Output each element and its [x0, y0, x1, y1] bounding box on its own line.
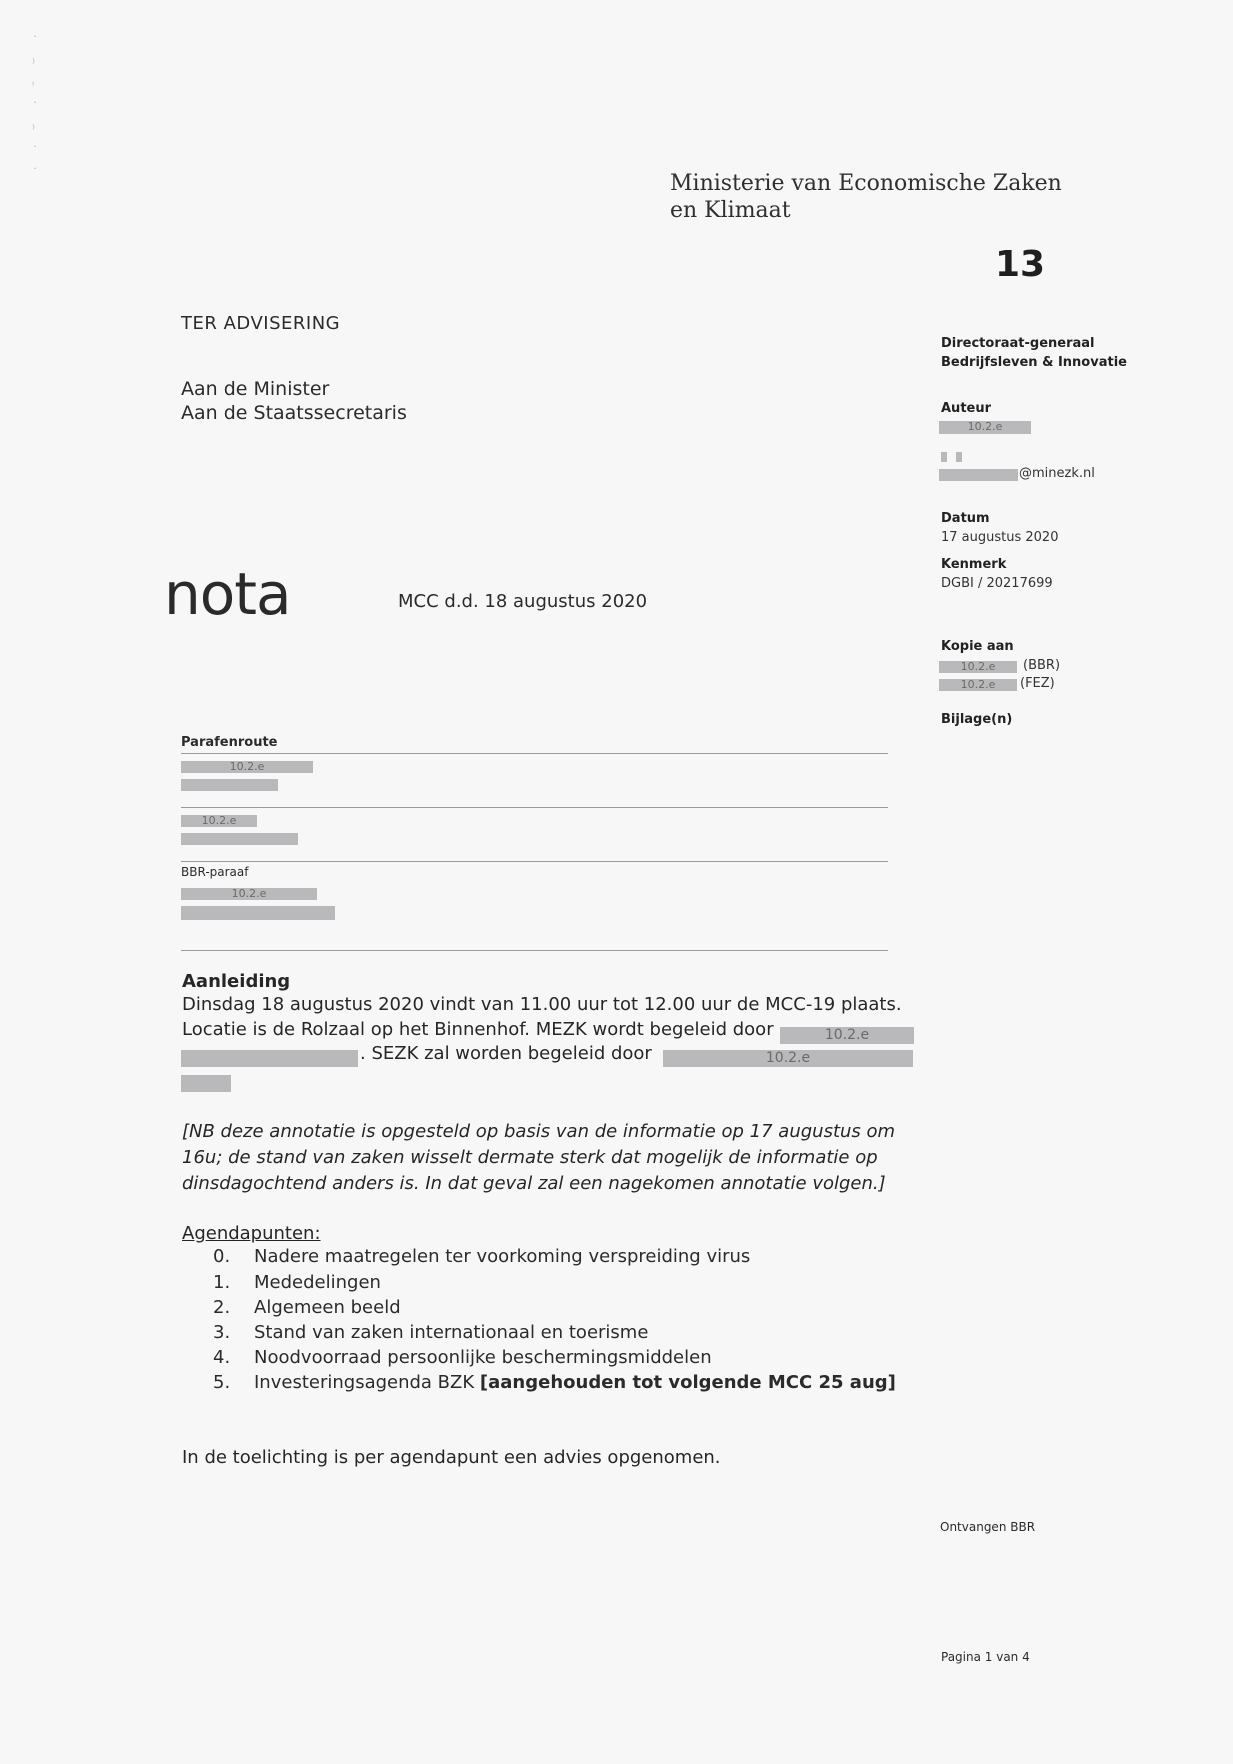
margin-handwriting: ˙ ⁾ ᵎ ˙ ⁾ ˙ ˙: [32, 34, 38, 180]
redaction-block: [956, 452, 962, 462]
agenda-item-label: Mededelingen: [254, 1272, 381, 1293]
agenda-item-note: [aangehouden tot volgende MCC 25 aug]: [479, 1372, 896, 1393]
datum-value: 17 augustus 2020: [941, 530, 1059, 545]
aanleiding-redaction-1: 10.2.e: [780, 1027, 914, 1044]
kopie-label: Kopie aan: [941, 639, 1014, 654]
document-title: nota: [164, 560, 291, 628]
aanleiding-line-1: Dinsdag 18 augustus 2020 vindt van 11.00 uur tot 12.00 uur de MCC-19 plaats.: [182, 994, 902, 1015]
agenda-item-number: 5.: [213, 1372, 231, 1393]
paraaf-1-redaction-2: [181, 779, 278, 791]
note-line-3: dinsdagochtend anders is. In dat geval zal een nagekomen annotatie volgen.]: [182, 1173, 886, 1194]
agenda-item-number: 1.: [213, 1272, 231, 1293]
aanleiding-heading: Aanleiding: [182, 971, 291, 992]
paraaf-2-redaction-2: [181, 833, 298, 845]
agenda-item-number: 2.: [213, 1297, 231, 1318]
ministry-line-2: en Klimaat: [670, 198, 791, 223]
note-line-1: [NB deze annotatie is opgesteld op basis van de informatie op 17 augustus om: [182, 1121, 896, 1142]
divider: [181, 753, 888, 754]
divider: [181, 950, 888, 951]
email-redaction: [939, 469, 1018, 481]
received-stamp: Ontvangen BBR: [940, 1520, 1036, 1534]
aanleiding-redaction-2: 10.2.e: [663, 1050, 913, 1067]
directorate-line-2: Bedrijfsleven & Innovatie: [941, 355, 1127, 370]
agenda-item-number: 0.: [213, 1246, 231, 1267]
paraaf-3-redaction: 10.2.e: [181, 888, 317, 900]
divider: [181, 861, 888, 862]
agenda-item-label: Nadere maatregelen ter voorkoming verspreiding virus: [254, 1246, 751, 1267]
agenda-item-label: Noodvoorraad persoonlijke beschermingsmiddelen: [254, 1347, 712, 1368]
aanleiding-line-3: . SEZK zal worden begeleid door: [360, 1043, 652, 1064]
kenmerk-value: DGBI / 20217699: [941, 576, 1053, 591]
advice-type: TER ADVISERING: [181, 313, 341, 334]
auteur-label: Auteur: [941, 401, 992, 416]
paraaf-2-redaction: 10.2.e: [181, 815, 257, 827]
aanleiding-redaction-2b: [181, 1075, 231, 1092]
document-subject: MCC d.d. 18 augustus 2020: [398, 591, 648, 612]
bijlage-label: Bijlage(n): [941, 712, 1013, 727]
agenda-heading: Agendapunten:: [182, 1223, 321, 1244]
page-number: Pagina 1 van 4: [941, 1650, 1030, 1664]
bbr-paraaf-label: BBR-paraaf: [181, 865, 249, 879]
recipient-minister: Aan de Minister: [181, 378, 330, 400]
divider: [181, 807, 888, 808]
closing-text: In de toelichting is per agendapunt een advies opgenomen.: [182, 1447, 721, 1468]
recipient-secretary: Aan de Staatssecretaris: [181, 402, 407, 424]
kopie-2-redaction: 10.2.e: [939, 679, 1017, 691]
document-number: 13: [995, 244, 1046, 285]
auteur-redaction: 10.2.e: [939, 421, 1031, 434]
aanleiding-line-2: Locatie is de Rolzaal op het Binnenhof. MEZK wordt begeleid door: [182, 1019, 774, 1040]
agenda-item-text: Investeringsagenda BZK: [254, 1372, 475, 1393]
directorate-line-1: Directoraat-generaal: [941, 336, 1095, 351]
paraaf-3-redaction-2: [181, 906, 335, 920]
agenda-item-label: Algemeen beeld: [254, 1297, 401, 1318]
agenda-item-label: [254, 1372, 896, 1393]
agenda-item-label: Stand van zaken internationaal en toerisme: [254, 1322, 649, 1343]
paraaf-1-redaction: 10.2.e: [181, 761, 313, 773]
note-line-2: 16u; de stand van zaken wisselt dermate sterk dat mogelijk de informatie op: [182, 1147, 878, 1168]
agenda-item-number: 4.: [213, 1347, 231, 1368]
kopie-1-suffix: (BBR): [1023, 658, 1061, 673]
aanleiding-redaction-1b: [181, 1050, 358, 1067]
agenda-item-number: 3.: [213, 1322, 231, 1343]
redaction-block: [941, 452, 947, 462]
parafenroute-heading: Parafenroute: [181, 735, 278, 750]
kopie-2-suffix: (FEZ): [1020, 676, 1055, 691]
kenmerk-label: Kenmerk: [941, 557, 1007, 572]
datum-label: Datum: [941, 511, 990, 526]
ministry-line-1: Ministerie van Economische Zaken: [670, 171, 1062, 196]
ministry-name: [670, 170, 1062, 224]
kopie-1-redaction: 10.2.e: [939, 661, 1017, 673]
email-suffix: @minezk.nl: [1019, 466, 1095, 481]
